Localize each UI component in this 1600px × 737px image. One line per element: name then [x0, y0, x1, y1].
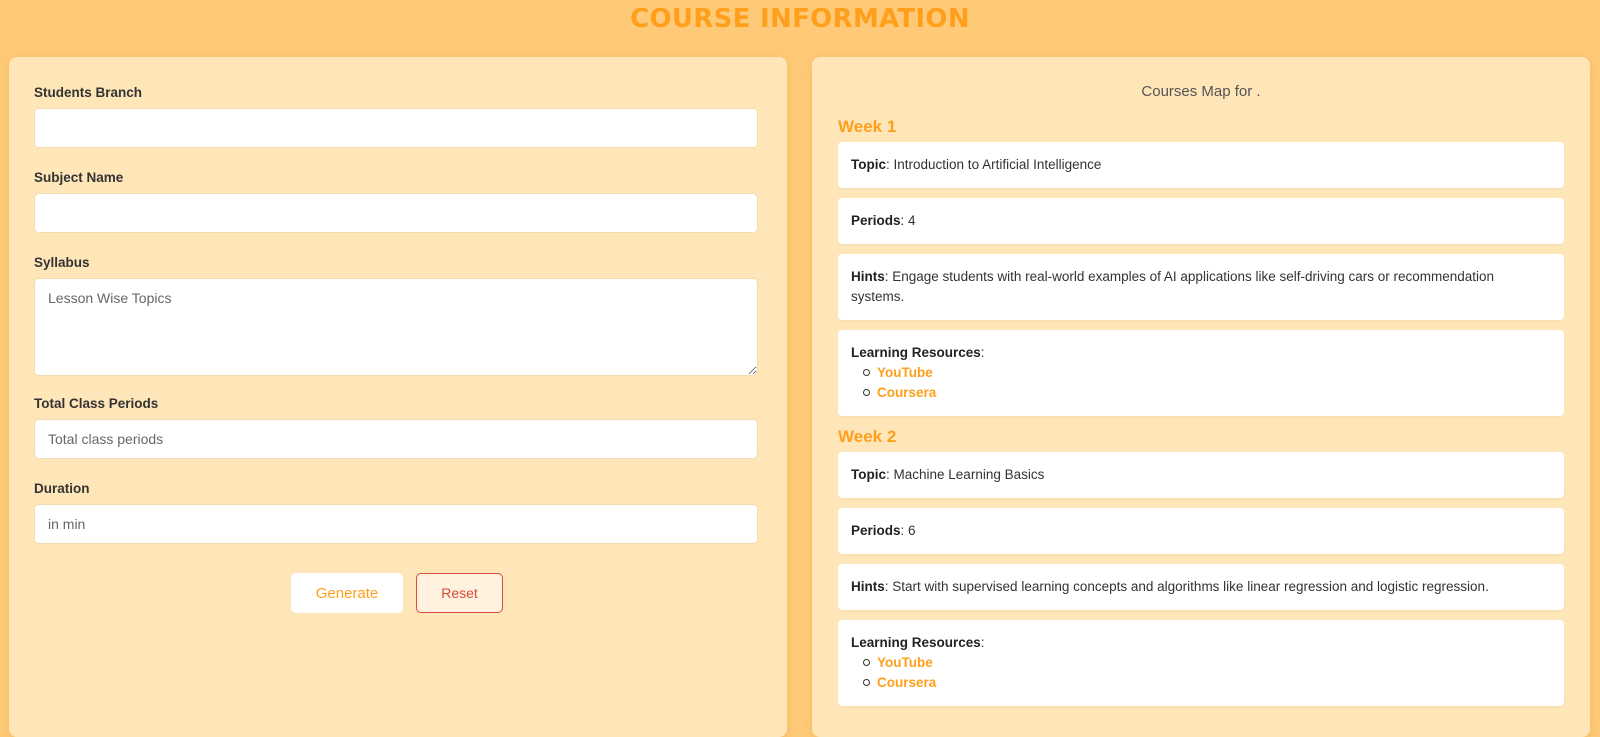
- hints-card: Hints: Start with supervised learning concepts and algorithms like linear regression and logistic regression.: [838, 564, 1564, 610]
- periods-label: Total Class Periods: [34, 396, 159, 411]
- week-block: [838, 116, 1564, 416]
- duration-label: Duration: [34, 481, 90, 496]
- resource-item: [863, 673, 1551, 693]
- hints-card: Hints: Engage students with real-world examples of AI applications like self-driving cars or recommendation systems.: [838, 254, 1564, 320]
- subject-input[interactable]: [34, 193, 758, 233]
- resources-list: [851, 363, 1551, 403]
- periods-value: 6: [908, 523, 916, 538]
- topic-label: Topic: [851, 467, 886, 482]
- topic-card: Topic: Machine Learning Basics: [838, 452, 1564, 498]
- topic-value: Machine Learning Basics: [893, 467, 1045, 482]
- generate-button[interactable]: Generate: [291, 573, 403, 613]
- week-title: Week 1: [838, 117, 897, 136]
- resource-item: [863, 363, 1551, 383]
- resources-label: Learning Resources: [851, 635, 981, 650]
- branch-input[interactable]: [34, 108, 758, 148]
- course-map-heading: Courses Map for .: [1141, 83, 1261, 100]
- youtube-link[interactable]: YouTube: [877, 655, 933, 670]
- resource-item: [863, 653, 1551, 673]
- syllabus-textarea[interactable]: [34, 278, 758, 376]
- periods-label: Periods: [851, 523, 901, 538]
- resources-card: Learning Resources: YouTube Coursera: [838, 620, 1564, 706]
- reset-button[interactable]: Reset: [416, 573, 503, 613]
- hints-value: Start with supervised learning concepts and algorithms like linear regression and logistic regression.: [892, 579, 1489, 594]
- subject-label: Subject Name: [34, 170, 124, 185]
- syllabus-label: Syllabus: [34, 255, 90, 270]
- week-title: Week 2: [838, 427, 897, 446]
- periods-input[interactable]: [34, 419, 758, 459]
- periods-label: Periods: [851, 213, 901, 228]
- topic-card: Topic: Introduction to Artificial Intelligence: [838, 142, 1564, 188]
- youtube-link[interactable]: YouTube: [877, 365, 933, 380]
- hints-label: Hints: [851, 579, 885, 594]
- resources-label: Learning Resources: [851, 345, 981, 360]
- periods-card: Periods: 4: [838, 198, 1564, 244]
- course-form-panel: [9, 57, 787, 737]
- coursera-link[interactable]: Coursera: [877, 675, 937, 690]
- periods-card: Periods: 6: [838, 508, 1564, 554]
- resources-card: Learning Resources: YouTube Coursera: [838, 330, 1564, 416]
- topic-label: Topic: [851, 157, 886, 172]
- course-map-panel: [812, 57, 1590, 737]
- periods-value: 4: [908, 213, 916, 228]
- resources-list: [851, 653, 1551, 693]
- duration-input[interactable]: [34, 504, 758, 544]
- page-title: COURSE INFORMATION: [630, 4, 970, 34]
- coursera-link[interactable]: Coursera: [877, 385, 937, 400]
- weeks-list: [838, 116, 1564, 706]
- week-block: [838, 426, 1564, 706]
- topic-value: Introduction to Artificial Intelligence: [893, 157, 1102, 172]
- branch-label: Students Branch: [34, 85, 143, 100]
- hints-value: Engage students with real-world examples of AI applications like self-driving cars or recommendation systems.: [851, 269, 1495, 304]
- resource-item: [863, 383, 1551, 403]
- hints-label: Hints: [851, 269, 885, 284]
